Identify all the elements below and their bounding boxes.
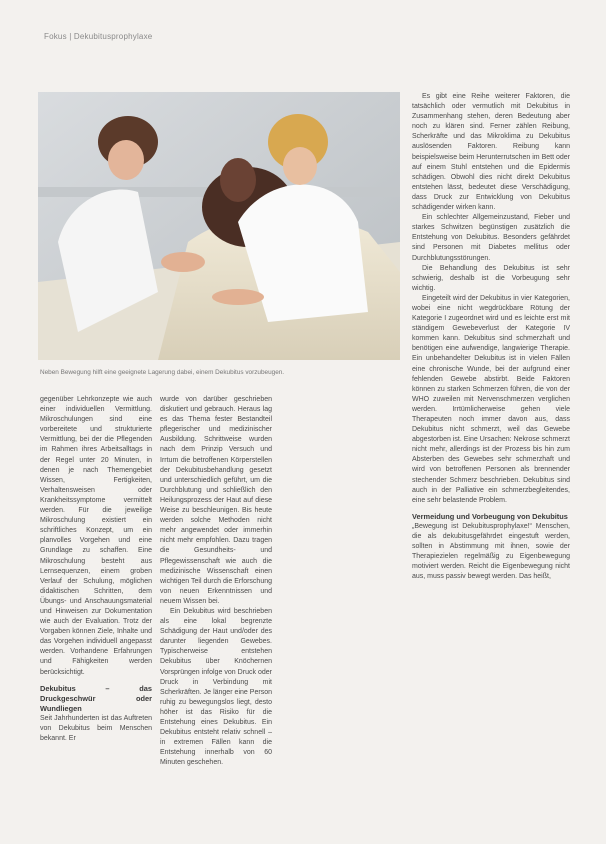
- text-column-2: [160, 395, 272, 768]
- article-photo: [38, 92, 400, 360]
- running-header: [38, 32, 152, 41]
- paragraph: wurde von darüber geschrieben diskutiert und gebrauch. Heraus lag es das Thema fester Bestandteil pflegerischer und medizinischer Ausbildung. Schrittweise wurden nach dem Prinzip Versuch und Irrtum die betroffenen Körperstellen der Dekubitusbehandlung gesetzt und unterschiedlich geführt, um die Durchblutung und schließlich den Heilungsprozess der Haut auf diese Weise zu beschleunigen. Bis heute werden solche Methoden nicht mehr angewendet oder immerhin nicht mehr empfohlen. Dazu tragen die Gesundheits- und Pflegewissenschaft wie auch die medizinische Wissenschaft einen wichtigen Teil durch die Erforschung von neuen Erkenntnissen und neuem Wissen bei.: [160, 396, 272, 605]
- section-heading: Dekubitus – das Druckgeschwür oder Wundliegen: [40, 683, 152, 713]
- text-column-1: [40, 395, 152, 744]
- paragraph: Es gibt eine Reihe weiterer Faktoren, die tatsächlich oder vermutlich mit Dekubitus in Zusammenhang stehen, deren Bedeutung aber noch zu klären sind. Ferner zählen Reibung, Scherkräfte und das Mikroklima zu Dekubitus auslösenden Faktoren. Reibung kann beispielsweise beim Herunterrutschen im Bett oder auf einem Stuhl entstehen und die Epidermis schädigen. Obwohl dies nicht direkt Dekubitus entstehen lässt, bedeutet diese Verschädigung, dass Druck zur Entwicklung von Dekubitus schädigender wirken kann.: [412, 93, 570, 212]
- text-column-3: [412, 92, 570, 582]
- photo-caption: Neben Bewegung hilft eine geeignete Lagerung dabei, einem Dekubitus vorzubeugen.: [40, 369, 285, 376]
- paragraph: Die Behandlung des Dekubitus ist sehr schwierig, deshalb ist die Vorbeugung sehr wichtig.: [412, 264, 570, 292]
- paragraph: gegenüber Lehrkonzepte wie auch einer individuellen Vermittlung. Mikroschulungen sind eine vorbereitete und strukturierte Vermittlung, bei der die Pflegenden im Rahmen ihres Arbeitsalltags in der Regel unter 20 Minuten, in denen je nach Themengebiet Wissen, Fertigkeiten, Verhaltensweisen oder Krankheitssymptome vermittelt werden. Für die jeweilige Mikroschulung existiert ein schriftliches Konzept, um ein planvolles Vorgehen und eine Grundlage zu schaffen. Eine Mikroschulung besteht aus Lernsequenzen, einem groben Verlauf der Schulung, möglichen didaktischen Schritten, dem Übungs- und Anschauungsmaterial und Hinweisen zur Dokumentation wie auch der Evaluation. Trotz der Vorgaben können Ziele, Inhalte und das Vorgehen individuell angepasst werden. Vorhandene Erfahrungen und Fähigkeiten werden berücksichtigt.: [40, 396, 152, 676]
- paragraph: Ein Dekubitus wird beschrieben als eine lokal begrenzte Schädigung der Haut und/oder des darunter liegenden Gewebes. Typischerweise entstehen Dekubitus über Knöchernen Vorsprüngen infolge von Druck oder Druck in Verbindung mit Scherkräften. Je länger eine Person ruhig zu bewegungslos liegt, desto höher ist das Risiko für die Entstehung eines Dekubitus. Ein Dekubitus entsteht relativ schnell – in extremen Fällen kann die Entstehung innerhalb von 60 Minuten geschehen.: [160, 607, 272, 767]
- paragraph: Ein schlechter Allgemeinzustand, Fieber und starkes Schwitzen begünstigen zusätzlich die Entstehung von Dekubitus. Besonders gefährdet sind Personen mit Diabetes mellitus oder Durchblutungsstörungen.: [412, 214, 570, 262]
- paragraph: Seit Jahrhunderten ist das Auftreten von Dekubitus beim Menschen bekannt. Er: [40, 714, 152, 742]
- section-title: Fokus | Dekubitusprophylaxe: [44, 32, 153, 41]
- paragraph: Eingeteilt wird der Dekubitus in vier Kategorien, wobei eine nicht wegdrückbare Rötung der Kategorie I zugeordnet wird und es leichte erst mit ständigem Gewebeverlust der Kategorie IV kommen kann. Dekubitus sind schmerzhaft und benötigen eine aufwendige, langwierige Therapie. Ein unbehandelter Dekubitus ist in vielen Fällen eine chronische Wunde, bei der aufgrund einer fehlenden Gewebe abstirbt. Beide Faktoren können zu starken Schmerzen führen, die von der WHO zuweilen mit Nervenschmerzen verglichen werden. Irrtümlicherweise gehen viele Therapeuten noch immer davon aus, dass Dekubitus nicht schmerzt, weil das Gewebe abgestorben ist. Eine Ursachen: Nekrose schmerzt nicht mehr, allerdings ist der Prozess bis hin zum Absterben des Gewebes sehr schmerzhaft und wird von betroffenen Personen als brennender stechender Schmerz beschrieben. Dekubitus sind auch in der Palliative ein schmerzbegleitendes, eine sehr belastende Problem.: [412, 294, 570, 504]
- section-heading: Vermeidung und Vorbeugung von Dekubitus: [412, 511, 568, 521]
- paragraph: „Bewegung ist Dekubitusprophylaxe!“ Menschen, die als dekubitusgefährdet eingestuft werden, sollten in Abstimmung mit ihnen, sowie der Therapiezielen regelmäßig zu Eigenbewegung motiviert werden. Reicht die Eigenbewegung nicht aus, muss passiv bewegt werden. Das heißt,: [412, 522, 570, 581]
- photo-illustration: [38, 92, 400, 360]
